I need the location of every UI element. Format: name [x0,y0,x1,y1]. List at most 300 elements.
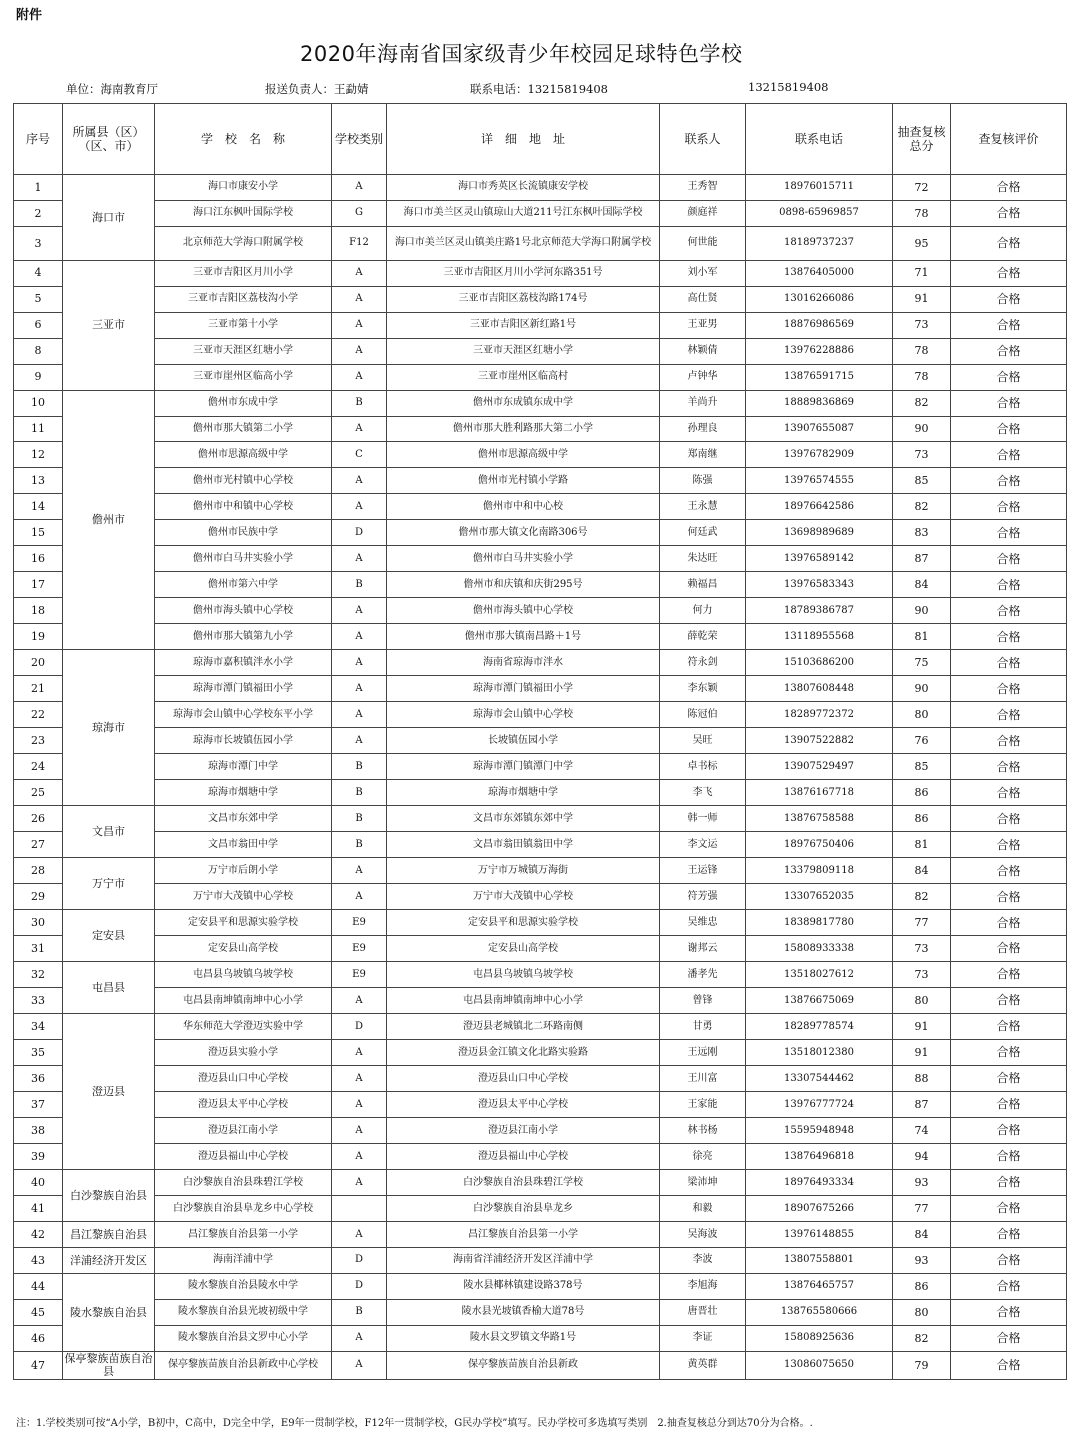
school-cell: 保亭黎族苗族自治县新政中心学校 [155,1351,332,1379]
school-cell: 定安县平和思源实验学校 [155,910,332,936]
seq-cell: 34 [14,1014,63,1040]
region-cell: 三亚市 [63,260,155,390]
score-cell: 80 [893,702,951,728]
school-cell: 陵水黎族自治县光坡初级中学 [155,1299,332,1325]
type-cell: A [332,546,387,572]
phone-cell: 13518027612 [746,962,893,988]
contact-cell: 高仕贤 [660,286,746,312]
address-cell: 琼海市烟塘中学 [387,780,660,806]
school-cell: 琼海市烟塘中学 [155,780,332,806]
score-cell: 80 [893,988,951,1014]
phone-cell: 18289772372 [746,702,893,728]
score-cell: 82 [893,1325,951,1351]
result-cell: 合格 [951,650,1067,676]
score-cell: 82 [893,884,951,910]
address-cell: 陵水县文罗镇文华路1号 [387,1325,660,1351]
phone-cell: 13976583343 [746,572,893,598]
table-body [14,175,1067,1380]
contact-cell: 甘勇 [660,1014,746,1040]
school-cell: 三亚市第十小学 [155,312,332,338]
phone-cell: 13307544462 [746,1066,893,1092]
result-cell: 合格 [951,806,1067,832]
contact-cell: 符芳强 [660,884,746,910]
result-cell: 合格 [951,1144,1067,1170]
result-cell: 合格 [951,1196,1067,1222]
type-cell: A [332,494,387,520]
score-cell: 85 [893,468,951,494]
school-cell: 琼海市长坡镇伍园小学 [155,728,332,754]
seq-cell: 4 [14,260,63,286]
score-cell: 73 [893,442,951,468]
meta-phone-extra: 13215819408 [748,80,829,94]
table-row [14,1351,1067,1379]
header-region: 所属县（区） （区、市） [63,104,155,175]
address-cell: 儋州市中和中心校 [387,494,660,520]
address-cell: 陵水县椰林镇建设路378号 [387,1273,660,1299]
school-cell: 陵水黎族自治县文罗中心小学 [155,1325,332,1351]
region-cell: 屯昌县 [63,962,155,1014]
score-cell: 94 [893,1144,951,1170]
contact-cell: 谢邦云 [660,936,746,962]
contact-cell: 林颖倩 [660,338,746,364]
seq-cell: 1 [14,175,63,201]
type-cell: A [332,1040,387,1066]
seq-cell: 5 [14,286,63,312]
result-cell: 合格 [951,1118,1067,1144]
seq-cell: 24 [14,754,63,780]
school-cell: 琼海市嘉积镇泮水小学 [155,650,332,676]
school-cell: 华东师范大学澄迈实验中学 [155,1014,332,1040]
school-cell: 澄迈县实验小学 [155,1040,332,1066]
contact-cell: 王亚男 [660,312,746,338]
seq-cell: 8 [14,338,63,364]
score-cell: 81 [893,624,951,650]
phone-cell: 13016266086 [746,286,893,312]
result-cell: 合格 [951,468,1067,494]
seq-cell: 45 [14,1299,63,1325]
result-cell: 合格 [951,962,1067,988]
type-cell: D [332,520,387,546]
score-cell: 77 [893,1196,951,1222]
school-cell: 儋州市第六中学 [155,572,332,598]
contact-cell: 韩一师 [660,806,746,832]
address-cell: 文昌市翁田镇翁田中学 [387,832,660,858]
table-row [14,286,1067,312]
table-row [14,702,1067,728]
score-cell: 71 [893,260,951,286]
phone-cell: 13807608448 [746,676,893,702]
type-cell: A [332,364,387,390]
table-row [14,1092,1067,1118]
result-cell: 合格 [951,1040,1067,1066]
phone-cell: 13379809118 [746,858,893,884]
phone-cell: 13518012380 [746,1040,893,1066]
type-cell: D [332,1273,387,1299]
contact-cell: 何力 [660,598,746,624]
score-cell: 87 [893,546,951,572]
seq-cell: 23 [14,728,63,754]
type-cell: A [332,650,387,676]
table-row [14,442,1067,468]
contact-cell: 何世能 [660,226,746,260]
score-cell: 85 [893,754,951,780]
table-row [14,1144,1067,1170]
school-cell: 三亚市天涯区红塘小学 [155,338,332,364]
phone-cell: 18976493334 [746,1170,893,1196]
phone-cell: 13976777724 [746,1092,893,1118]
table-row [14,806,1067,832]
score-cell: 77 [893,910,951,936]
school-cell: 海口市康安小学 [155,175,332,201]
contact-cell: 王远刚 [660,1040,746,1066]
contact-cell: 陈强 [660,468,746,494]
seq-cell: 12 [14,442,63,468]
result-cell: 合格 [951,858,1067,884]
type-cell: B [332,1299,387,1325]
score-cell: 73 [893,962,951,988]
school-cell: 儋州市东成中学 [155,390,332,416]
type-cell: A [332,988,387,1014]
result-cell: 合格 [951,520,1067,546]
type-cell: A [332,1092,387,1118]
result-cell: 合格 [951,936,1067,962]
phone-cell: 13876465757 [746,1273,893,1299]
phone-cell: 13876405000 [746,260,893,286]
phone-cell: 13307652035 [746,884,893,910]
type-cell: A [332,260,387,286]
header-seq: 序号 [14,104,63,175]
address-cell: 海口市美兰区灵山镇琼山大道211号江东枫叶国际学校 [387,200,660,226]
type-cell: A [332,1351,387,1379]
seq-cell: 30 [14,910,63,936]
phone-cell: 18907675266 [746,1196,893,1222]
school-cell: 万宁市大茂镇中心学校 [155,884,332,910]
score-cell: 86 [893,806,951,832]
seq-cell: 10 [14,390,63,416]
contact-cell: 吴旺 [660,728,746,754]
phone-cell: 13876758588 [746,806,893,832]
school-cell: 屯昌县乌坡镇乌坡学校 [155,962,332,988]
seq-cell: 32 [14,962,63,988]
address-cell: 澄迈县山口中心学校 [387,1066,660,1092]
seq-cell: 22 [14,702,63,728]
result-cell: 合格 [951,780,1067,806]
address-cell: 保亭黎族苗族自治县新政 [387,1351,660,1379]
contact-cell: 李旭海 [660,1273,746,1299]
table-row [14,1325,1067,1351]
contact-cell: 潘孝先 [660,962,746,988]
address-cell: 陵水县光坡镇香榆大道78号 [387,1299,660,1325]
result-cell: 合格 [951,200,1067,226]
contact-cell: 李证 [660,1325,746,1351]
seq-cell: 39 [14,1144,63,1170]
table-row [14,858,1067,884]
score-cell: 95 [893,226,951,260]
school-cell: 屯昌县南坤镇南坤中心小学 [155,988,332,1014]
result-cell: 合格 [951,442,1067,468]
type-cell: F12 [332,226,387,260]
seq-cell: 18 [14,598,63,624]
contact-cell: 李东颖 [660,676,746,702]
address-cell: 白沙黎族自治县阜龙乡 [387,1196,660,1222]
table-row [14,546,1067,572]
contact-cell: 徐亮 [660,1144,746,1170]
phone-cell: 13976782909 [746,442,893,468]
table-row [14,910,1067,936]
school-cell: 白沙黎族自治县阜龙乡中心学校 [155,1196,332,1222]
result-cell: 合格 [951,1066,1067,1092]
seq-cell: 11 [14,416,63,442]
seq-cell: 17 [14,572,63,598]
region-cell: 昌江黎族自治县 [63,1222,155,1248]
table-row [14,572,1067,598]
address-cell: 白沙黎族自治县珠碧江学校 [387,1170,660,1196]
score-cell: 81 [893,832,951,858]
seq-cell: 46 [14,1325,63,1351]
score-cell: 93 [893,1248,951,1274]
table-row [14,1040,1067,1066]
result-cell: 合格 [951,338,1067,364]
phone-cell: 18976750406 [746,832,893,858]
school-cell: 澄迈县山口中心学校 [155,1066,332,1092]
address-cell: 三亚市吉阳区新红路1号 [387,312,660,338]
address-cell: 儋州市东成镇东成中学 [387,390,660,416]
address-cell: 琼海市潭门镇潭门中学 [387,754,660,780]
table-row [14,1222,1067,1248]
school-cell: 儋州市思源高级中学 [155,442,332,468]
contact-cell: 李文运 [660,832,746,858]
type-cell: A [332,884,387,910]
address-cell: 海口市秀英区长流镇康安学校 [387,175,660,201]
address-cell: 琼海市潭门镇福田小学 [387,676,660,702]
school-cell: 三亚市吉阳区荔枝沟小学 [155,286,332,312]
region-cell: 保亭黎族苗族自治县 [64,1352,153,1379]
seq-cell: 43 [14,1248,63,1274]
school-cell: 白沙黎族自治县珠碧江学校 [155,1170,332,1196]
phone-cell: 13118955568 [746,624,893,650]
school-cell: 昌江黎族自治县第一小学 [155,1222,332,1248]
phone-cell: 13976574555 [746,468,893,494]
contact-cell: 卓书标 [660,754,746,780]
type-cell: B [332,832,387,858]
table-row [14,728,1067,754]
address-cell: 长坡镇伍园小学 [387,728,660,754]
type-cell: B [332,390,387,416]
school-cell: 儋州市那大镇第二小学 [155,416,332,442]
seq-cell: 15 [14,520,63,546]
address-cell: 定安县平和思源实验学校 [387,910,660,936]
type-cell: A [332,338,387,364]
score-cell: 84 [893,1222,951,1248]
score-cell: 84 [893,858,951,884]
type-cell: C [332,442,387,468]
type-cell: A [332,1222,387,1248]
result-cell: 合格 [951,832,1067,858]
seq-cell: 21 [14,676,63,702]
type-cell: E9 [332,910,387,936]
school-cell: 儋州市中和镇中心学校 [155,494,332,520]
type-cell: D [332,1014,387,1040]
address-cell: 儋州市思源高级中学 [387,442,660,468]
school-cell: 北京师范大学海口附属学校 [155,226,332,260]
school-cell: 三亚市崖州区临高小学 [155,364,332,390]
phone-cell: 0898-65969857 [746,200,893,226]
table-row [14,260,1067,286]
phone-cell: 18789386787 [746,598,893,624]
score-cell: 73 [893,936,951,962]
seq-cell: 26 [14,806,63,832]
contact-cell: 郑南继 [660,442,746,468]
result-cell: 合格 [951,1273,1067,1299]
contact-cell: 黄英群 [660,1351,746,1379]
address-cell: 澄迈县太平中心学校 [387,1092,660,1118]
seq-cell: 44 [14,1273,63,1299]
type-cell: A [332,1170,387,1196]
region-cell: 澄迈县 [63,1014,155,1170]
phone-cell: 13976148855 [746,1222,893,1248]
address-cell: 三亚市吉阳区荔枝沟路174号 [387,286,660,312]
address-cell: 儋州市光村镇小学路 [387,468,660,494]
phone-cell: 13086075650 [746,1351,893,1379]
score-cell: 88 [893,1066,951,1092]
header-school: 学 校 名 称 [155,104,332,175]
type-cell: A [332,624,387,650]
address-cell: 儋州市和庆镇和庆街295号 [387,572,660,598]
header-contact: 联系人 [660,104,746,175]
address-cell: 儋州市白马井实验小学 [387,546,660,572]
table-row [14,1273,1067,1299]
score-cell: 78 [893,364,951,390]
score-cell: 72 [893,175,951,201]
region-cell: 儋州市 [63,390,155,650]
table-row [14,962,1067,988]
school-cell: 儋州市民族中学 [155,520,332,546]
table-row [14,780,1067,806]
result-cell: 合格 [951,390,1067,416]
contact-cell: 李飞 [660,780,746,806]
contact-cell: 唐晋壮 [660,1299,746,1325]
table-row [14,1014,1067,1040]
contact-cell: 符永剑 [660,650,746,676]
result-cell: 合格 [951,988,1067,1014]
result-cell: 合格 [951,572,1067,598]
phone-cell: 13876167718 [746,780,893,806]
contact-cell: 吴维忠 [660,910,746,936]
phone-cell: 13907522882 [746,728,893,754]
score-cell: 90 [893,676,951,702]
contact-cell: 王秀智 [660,175,746,201]
table-row [14,1299,1067,1325]
score-cell: 79 [893,1351,951,1379]
score-cell: 91 [893,1014,951,1040]
result-cell: 合格 [951,598,1067,624]
phone-cell: 15103686200 [746,650,893,676]
type-cell: A [332,702,387,728]
phone-cell: 13698989689 [746,520,893,546]
seq-cell: 36 [14,1066,63,1092]
score-cell: 91 [893,1040,951,1066]
address-cell: 昌江黎族自治县第一小学 [387,1222,660,1248]
header-row [14,104,1067,175]
type-cell: A [332,175,387,201]
phone-cell: 18289778574 [746,1014,893,1040]
type-cell [332,1196,387,1222]
address-cell: 定安县山高学校 [387,936,660,962]
address-cell: 儋州市那大镇南昌路＋1号 [387,624,660,650]
phone-cell: 138765580666 [746,1299,893,1325]
seq-cell: 31 [14,936,63,962]
address-cell: 海南省洋浦经济开发区洋浦中学 [387,1248,660,1274]
seq-cell: 38 [14,1118,63,1144]
seq-cell: 9 [14,364,63,390]
seq-cell: 19 [14,624,63,650]
header-phone: 联系电话 [746,104,893,175]
school-cell: 文昌市翁田中学 [155,832,332,858]
contact-cell: 孙理良 [660,416,746,442]
result-cell: 合格 [951,676,1067,702]
table-row [14,1248,1067,1274]
school-cell: 澄迈县福山中心学校 [155,1144,332,1170]
score-cell: 87 [893,1092,951,1118]
table-row [14,312,1067,338]
address-cell: 三亚市崖州区临高村 [387,364,660,390]
school-cell: 儋州市白马井实验小学 [155,546,332,572]
result-cell: 合格 [951,1222,1067,1248]
table-row [14,494,1067,520]
table-row [14,936,1067,962]
region-cell: 白沙黎族自治县 [63,1170,155,1222]
table-row [14,598,1067,624]
contact-cell: 吴海波 [660,1222,746,1248]
result-cell: 合格 [951,286,1067,312]
result-cell: 合格 [951,754,1067,780]
result-cell: 合格 [951,260,1067,286]
contact-cell: 王运锋 [660,858,746,884]
seq-cell: 29 [14,884,63,910]
address-cell: 屯昌县乌坡镇乌坡学校 [387,962,660,988]
school-cell: 琼海市会山镇中心学校东平小学 [155,702,332,728]
score-cell: 75 [893,650,951,676]
contact-cell: 颜庭祥 [660,200,746,226]
school-cell: 澄迈县江南小学 [155,1118,332,1144]
seq-cell: 28 [14,858,63,884]
contact-cell: 李波 [660,1248,746,1274]
table-row [14,390,1067,416]
contact-cell: 林书杨 [660,1118,746,1144]
meta-unit: 单位：海南教育厅 [66,82,158,96]
school-cell: 陵水黎族自治县陵水中学 [155,1273,332,1299]
score-cell: 93 [893,1170,951,1196]
type-cell: A [332,416,387,442]
score-cell: 86 [893,1273,951,1299]
type-cell: A [332,1118,387,1144]
address-cell: 澄迈县老城镇北二环路南侧 [387,1014,660,1040]
type-cell: A [332,728,387,754]
type-cell: G [332,200,387,226]
result-cell: 合格 [951,728,1067,754]
address-cell: 儋州市海头镇中心学校 [387,598,660,624]
result-cell: 合格 [951,1170,1067,1196]
result-cell: 合格 [951,416,1067,442]
address-cell: 儋州市那大镇文化南路306号 [387,520,660,546]
region-cell: 定安县 [63,910,155,962]
score-cell: 73 [893,312,951,338]
type-cell: A [332,1325,387,1351]
phone-cell: 18976642586 [746,494,893,520]
phone-cell: 18976015711 [746,175,893,201]
school-cell: 儋州市那大镇第九小学 [155,624,332,650]
phone-cell: 13976228886 [746,338,893,364]
